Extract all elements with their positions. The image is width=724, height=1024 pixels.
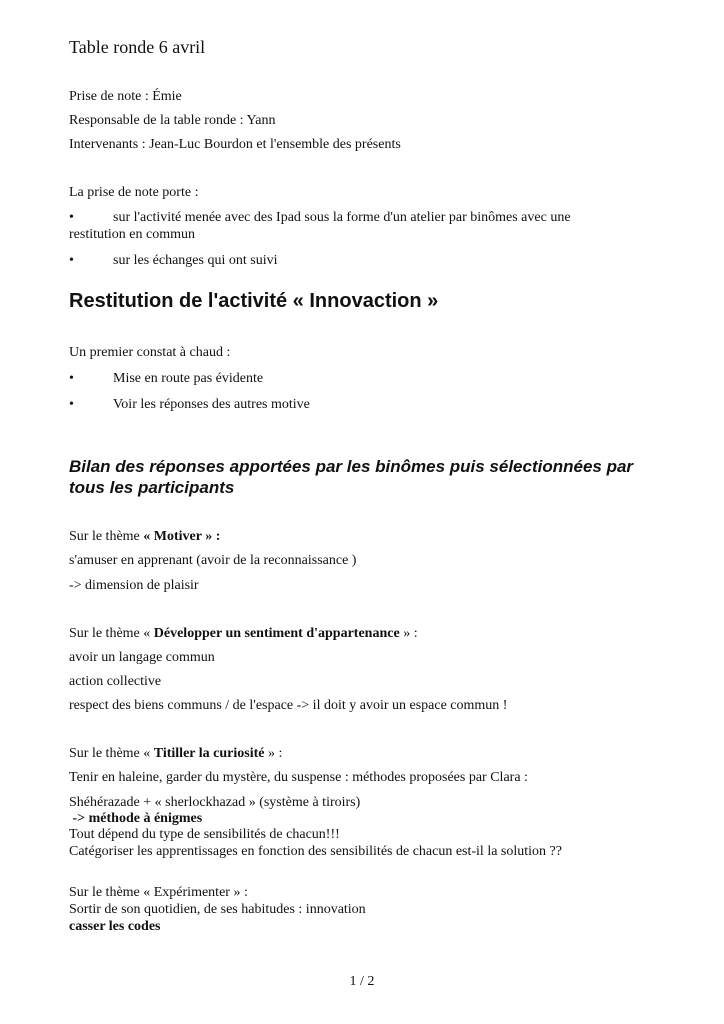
meta-speakers: Intervenants : Jean-Luc Bourdon et l'ensemble des présents [69,137,401,152]
section-heading-restitution: Restitution de l'activité « Innovaction » [69,290,439,312]
theme-experimenter-emphasis: casser les codes [69,919,161,934]
page-number: 1 / 2 [349,974,375,989]
intro-paragraph: La prise de note porte : [69,185,199,200]
theme-appartenance-line: action collective [69,674,162,689]
bullet-marker: • [69,371,74,386]
theme-experimenter-heading: Sur le thème « Expérimenter » : [69,885,248,900]
theme-experimenter-line: Sortir de son quotidien, de ses habitudes : innovation [69,902,366,917]
theme-motiver-line: -> dimension de plaisir [69,578,199,593]
theme-appartenance-line: avoir un langage commun [69,650,215,665]
meta-note-taker: Prise de note : Émie [69,89,182,104]
theme-motiver-heading: Sur le thème « Motiver » : [69,529,221,544]
theme-curiosite-line: Tout dépend du type de sensibilités de chacun!!! [69,827,340,842]
constat-bullet-2: Voir les réponses des autres motive [113,397,310,412]
intro-bullet-2: sur les échanges qui ont suivi [113,253,278,268]
theme-curiosite-heading: Sur le thème « Titiller la curiosité » : [69,746,283,761]
theme-curiosite-line: Catégoriser les apprentissages en fonction des sensibilités de chacun est-il la solution ?? [69,844,562,859]
bullet-marker: • [69,210,74,225]
theme-appartenance-line: respect des biens communs / de l'espace -> il doit y avoir un espace commun ! [69,698,508,713]
intro-bullet-1: sur l'activité menée avec des Ipad sous la forme d'un atelier par binômes avec une restitution en commun [69,210,571,242]
meta-responsible: Responsable de la table ronde : Yann [69,113,276,128]
document-title: Table ronde 6 avril [69,37,206,57]
constat-paragraph: Un premier constat à chaud : [69,345,231,360]
bullet-marker: • [69,397,74,412]
constat-bullet-1: Mise en route pas évidente [113,371,264,386]
theme-curiosite-line: Tenir en haleine, garder du mystère, du suspense : méthodes proposées par Clara : [69,770,528,785]
theme-curiosite-line: Shéhérazade + « sherlockhazad » (système à tiroirs) [69,795,361,810]
theme-appartenance-heading: Sur le thème « Développer un sentiment d'appartenance » : [69,626,418,641]
bullet-marker: • [69,253,74,268]
section-heading-bilan: Bilan des réponses apportées par les binômes puis sélectionnées par tous les participants [69,457,634,497]
theme-curiosite-method: -> méthode à énigmes [69,811,203,826]
theme-motiver-line: s'amuser en apprenant (avoir de la reconnaissance ) [69,553,357,568]
